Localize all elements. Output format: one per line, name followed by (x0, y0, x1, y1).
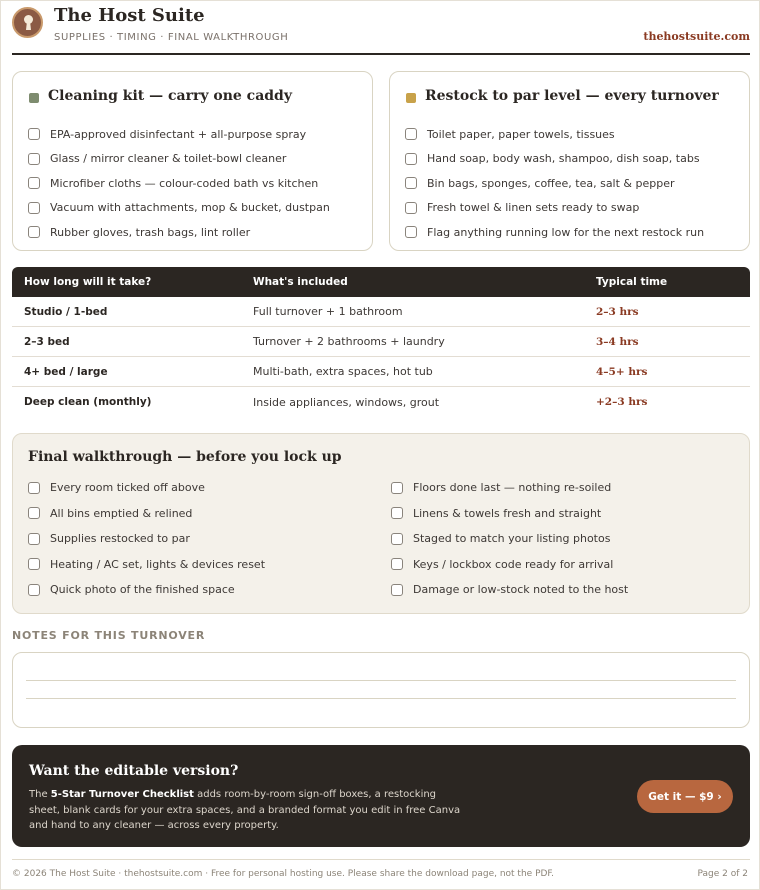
checkbox[interactable] (391, 482, 403, 494)
kit-swatch-icon (29, 93, 39, 103)
list-item (405, 122, 704, 147)
row-size: Studio / 1-bed (24, 305, 108, 318)
keyhole-icon (12, 7, 43, 38)
item-label: Floors done last — nothing re-soiled (413, 481, 612, 495)
list-item (405, 220, 704, 245)
notes-rule (26, 698, 736, 699)
walkthrough-right-list (391, 475, 628, 603)
header (12, 5, 750, 55)
checkbox[interactable] (28, 177, 40, 189)
walkthrough-title: Final walkthrough — before you lock up (28, 449, 342, 465)
item-label: All bins emptied & relined (50, 506, 193, 520)
checkbox[interactable] (28, 584, 40, 596)
checkbox[interactable] (391, 533, 403, 545)
cleaning-kit-list (28, 122, 330, 245)
checkbox[interactable] (391, 558, 403, 570)
row-time: 2–3 hrs (596, 305, 639, 318)
item-label: Heating / AC set, lights & devices reset (50, 557, 266, 571)
notes-label: NOTES FOR THIS TURNOVER (12, 629, 206, 642)
promo-text-end: adds room-by-room sign-off boxes, a restocking sheet, blank cards for your extra spaces, and a branded format you edit in free Canva and hand to any cleaner — across every property. (29, 789, 461, 831)
item-label: Quick photo of the finished space (50, 583, 235, 597)
checkbox[interactable] (28, 482, 40, 494)
checkbox[interactable] (391, 584, 403, 596)
checkbox[interactable] (28, 558, 40, 570)
site-link[interactable]: thehostsuite.com (643, 30, 750, 43)
promo-text-start: The (29, 789, 51, 800)
item-label: Glass / mirror cleaner & toilet-bowl cleaner (50, 152, 287, 166)
restock-card (389, 71, 750, 251)
item-label: Keys / lockbox code ready for arrival (413, 557, 614, 571)
table-header (12, 267, 750, 297)
time-table (12, 267, 750, 417)
promo-product-name: 5-Star Turnover Checklist (50, 789, 194, 800)
walkthrough-panel (12, 433, 750, 614)
table-row (12, 387, 750, 417)
promo-banner (12, 745, 750, 847)
item-label: Flag anything running low for the next restock run (427, 225, 705, 239)
list-item (28, 577, 265, 603)
checkbox[interactable] (405, 128, 417, 140)
item-label: Bin bags, sponges, coffee, tea, salt & pepper (427, 176, 675, 190)
list-item (28, 171, 330, 196)
tagline: SUPPLIES · TIMING · FINAL WALKTHROUGH (54, 32, 289, 43)
list-item (28, 196, 330, 221)
table-row (12, 297, 750, 327)
list-item (28, 220, 330, 245)
list-item (391, 526, 628, 552)
list-item (405, 196, 704, 221)
row-size: 2–3 bed (24, 335, 70, 348)
promo-text (29, 787, 469, 834)
table-row (12, 327, 750, 357)
walkthrough-left-list (28, 475, 265, 603)
item-label: Staged to match your listing photos (413, 532, 611, 546)
list-item (28, 475, 265, 501)
item-label: Rubber gloves, trash bags, lint roller (50, 225, 251, 239)
checkbox[interactable] (405, 177, 417, 189)
get-it-button[interactable]: Get it — $9 › (637, 780, 733, 813)
checkbox[interactable] (28, 507, 40, 519)
checkbox[interactable] (28, 202, 40, 214)
header-included: What's included (253, 276, 348, 288)
checkbox[interactable] (405, 202, 417, 214)
list-item (28, 501, 265, 527)
item-label: Linens & towels fresh and straight (413, 506, 602, 520)
page-number: Page 2 of 2 (697, 869, 748, 879)
table-row (12, 357, 750, 387)
list-item (391, 501, 628, 527)
footer-copyright: © 2026 The Host Suite · thehostsuite.com · Free for personal hosting use. Please share the download page, not the PDF. (12, 869, 555, 879)
item-label: Hand soap, body wash, shampoo, dish soap, tabs (427, 152, 700, 166)
checkbox[interactable] (28, 533, 40, 545)
restock-swatch-icon (406, 93, 416, 103)
item-label: EPA-approved disinfectant + all-purpose spray (50, 127, 307, 141)
item-label: Toilet paper, paper towels, tissues (427, 127, 615, 141)
list-item (28, 526, 265, 552)
cleaning-kit-card (12, 71, 373, 251)
list-item (391, 552, 628, 578)
list-item (28, 147, 330, 172)
item-label: Supplies restocked to par (50, 532, 190, 546)
row-included: Full turnover + 1 bathroom (253, 305, 403, 318)
checkbox[interactable] (28, 153, 40, 165)
item-label: Vacuum with attachments, mop & bucket, dustpan (50, 201, 330, 215)
item-label: Microfiber cloths — colour-coded bath vs kitchen (50, 176, 319, 190)
checkbox[interactable] (391, 507, 403, 519)
header-duration: How long will it take? (24, 276, 152, 288)
list-item (28, 122, 330, 147)
list-item (28, 552, 265, 578)
row-time: 4–5+ hrs (596, 365, 648, 378)
row-time: +2–3 hrs (596, 396, 648, 408)
row-included: Turnover + 2 bathrooms + laundry (253, 335, 445, 348)
footer-divider (12, 859, 750, 860)
cleaning-kit-title: Cleaning kit — carry one caddy (48, 88, 292, 104)
list-item (391, 475, 628, 501)
checkbox[interactable] (28, 226, 40, 238)
checkbox[interactable] (405, 153, 417, 165)
item-label: Fresh towel & linen sets ready to swap (427, 201, 640, 215)
item-label: Damage or low-stock noted to the host (413, 583, 629, 597)
list-item (405, 171, 704, 196)
row-included: Inside appliances, windows, grout (253, 395, 440, 409)
restock-title: Restock to par level — every turnover (425, 88, 719, 104)
list-item (391, 577, 628, 603)
list-item (405, 147, 704, 172)
restock-list (405, 122, 704, 245)
notes-rule (26, 680, 736, 681)
checkbox[interactable] (405, 226, 417, 238)
row-size: 4+ bed / large (24, 365, 108, 378)
item-label: Every room ticked off above (50, 481, 205, 495)
header-time: Typical time (596, 276, 668, 288)
brand-name: The Host Suite (54, 5, 205, 26)
notes-field[interactable] (12, 652, 750, 728)
row-time: 3–4 hrs (596, 335, 639, 348)
row-included: Multi-bath, extra spaces, hot tub (253, 365, 433, 378)
row-size: Deep clean (monthly) (24, 396, 152, 408)
promo-title: Want the editable version? (29, 763, 239, 779)
checkbox[interactable] (28, 128, 40, 140)
